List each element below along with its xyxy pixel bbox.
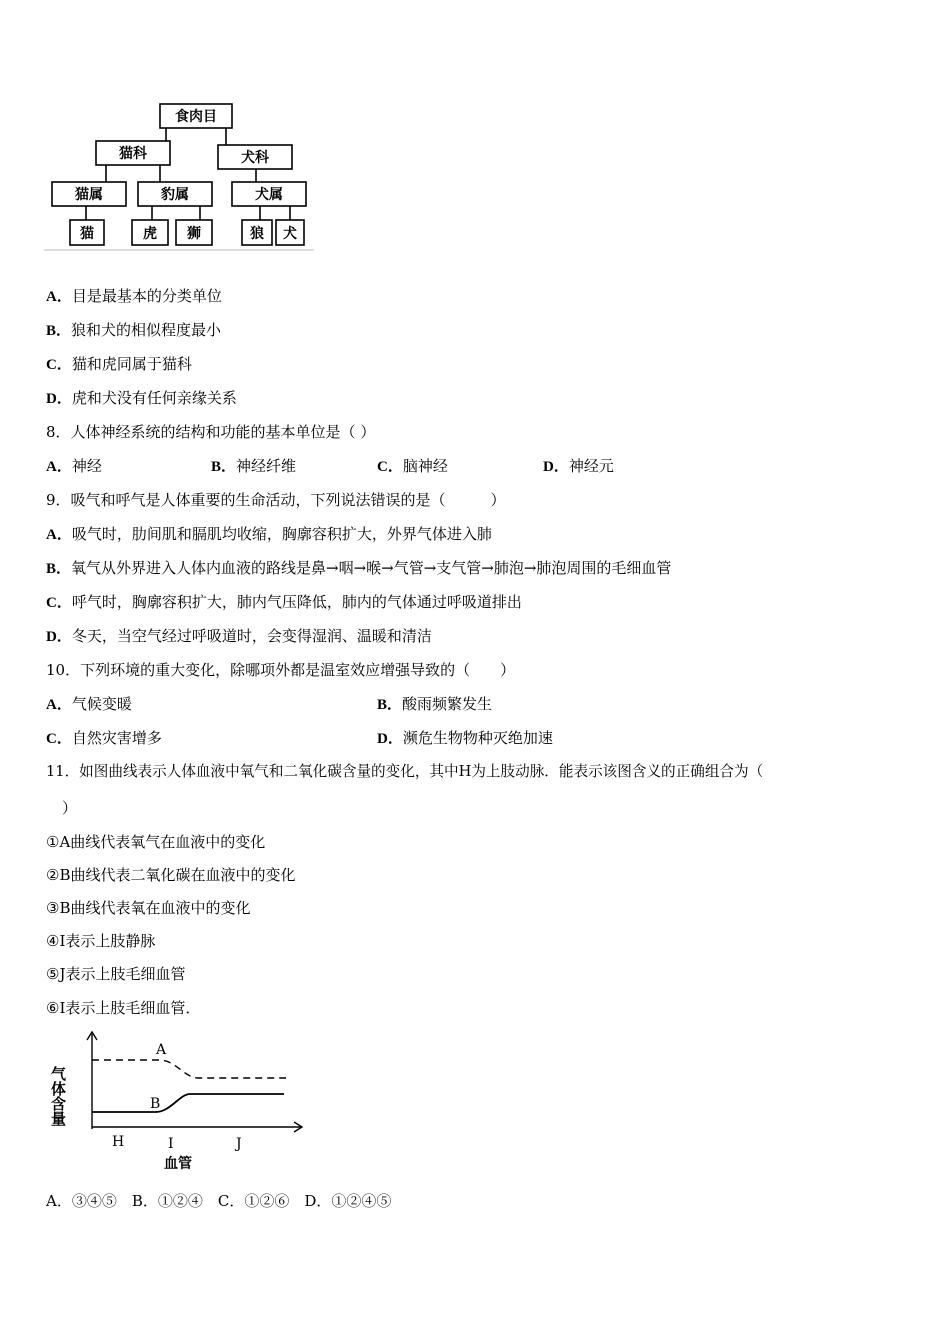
curve-b — [92, 1094, 284, 1112]
x-tick-j: J — [236, 1136, 242, 1152]
diagram-label-species-cat: 猫 — [80, 226, 94, 242]
curve-a — [92, 1060, 286, 1078]
q10-stem: 10．下列环境的重大变化，除哪项外都是温室效应增强导致的（ ） — [46, 661, 516, 679]
diagram-label-family-cat: 猫科 — [119, 146, 147, 162]
q11-statement-1: ①A曲线代表氧气在血液中的变化 — [46, 833, 266, 851]
diagram-label-genus-dog: 犬属 — [255, 187, 283, 203]
x-tick-h: H — [112, 1134, 125, 1150]
q8-option-b: B．神经纤维 — [211, 457, 297, 475]
q11-stem-line2: ） — [62, 799, 78, 817]
q11-statement-3: ③B曲线代表氧在血液中的变化 — [46, 899, 251, 917]
q10-option-c: C．自然灾害增多 — [46, 729, 162, 747]
q8-option-c: C．脑神经 — [377, 457, 448, 475]
q10-option-b: B．酸雨频繁发生 — [377, 695, 493, 713]
q7-option-d: D．虎和犬没有任何亲缘关系 — [46, 389, 237, 407]
taxonomy-diagram — [40, 98, 320, 254]
q11-statement-4: ④I表示上肢静脉 — [46, 932, 156, 950]
q9-stem: 9．吸气和呼气是人体重要的生命活动，下列说法错误的是（ ） — [46, 491, 506, 509]
curve-a-label: A — [156, 1042, 167, 1058]
q11-statement-6: ⑥I表示上肢毛细血管． — [46, 999, 201, 1017]
q10-option-a: A．气候变暖 — [46, 695, 132, 713]
q10-option-d: D．濒危生物物种灭绝加速 — [377, 729, 553, 747]
q11-answers: A．③④⑤ B．①②④ C．①②⑥ D．①②④⑤ — [46, 1192, 392, 1210]
q8-option-a: A．神经 — [46, 457, 102, 475]
q11-statement-5: ⑤J表示上肢毛细血管 — [46, 965, 186, 983]
diagram-label-species-tiger: 虎 — [143, 226, 157, 242]
x-tick-i: I — [168, 1136, 174, 1152]
graph-xlabel: 血管 — [164, 1156, 192, 1172]
curve-b-label: B — [150, 1096, 161, 1112]
q7-option-c: C．猫和虎同属于猫科 — [46, 355, 192, 373]
diagram-label-species-dog: 犬 — [283, 226, 297, 242]
q9-option-d: D．冬天，当空气经过呼吸道时，会变得湿润、温暖和清洁 — [46, 627, 432, 645]
diagram-label-genus-cat: 猫属 — [75, 187, 103, 203]
graph-ylabel: 气体含量 — [49, 1066, 67, 1126]
q9-option-a: A．吸气时，肋间肌和膈肌均收缩，胸廓容积扩大，外界气体进入肺 — [46, 525, 492, 543]
q8-stem: 8．人体神经系统的结构和功能的基本单位是（ ） — [46, 423, 376, 441]
diagram-label-species-lion: 狮 — [187, 226, 201, 242]
q9-option-c: C．呼气时，胸廓容积扩大，肺内气压降低，肺内的气体通过呼吸道排出 — [46, 593, 522, 611]
diagram-label-family-dog: 犬科 — [241, 150, 269, 166]
q8-option-d: D．神经元 — [543, 457, 614, 475]
diagram-label-root: 食肉目 — [175, 109, 217, 125]
q7-option-b: B．狼和犬的相似程度最小 — [46, 321, 222, 339]
q11-statement-2: ②B曲线代表二氧化碳在血液中的变化 — [46, 866, 296, 884]
diagram-label-genus-leopard: 豹属 — [161, 187, 189, 203]
diagram-label-species-wolf: 狼 — [250, 226, 264, 242]
q9-option-b: B．氧气从外界进入人体内血液的路线是鼻→咽→喉→气管→支气管→肺泡→肺泡周围的毛细血管 — [46, 559, 672, 577]
q11-gas-graph — [40, 1026, 310, 1176]
q7-option-a: A．目是最基本的分类单位 — [46, 287, 222, 305]
q11-stem-line1: 11．如图曲线表示人体血液中氧气和二氧化碳含量的变化，其中H为上肢动脉．能表示该图含义的正确组合为（ — [46, 763, 764, 780]
